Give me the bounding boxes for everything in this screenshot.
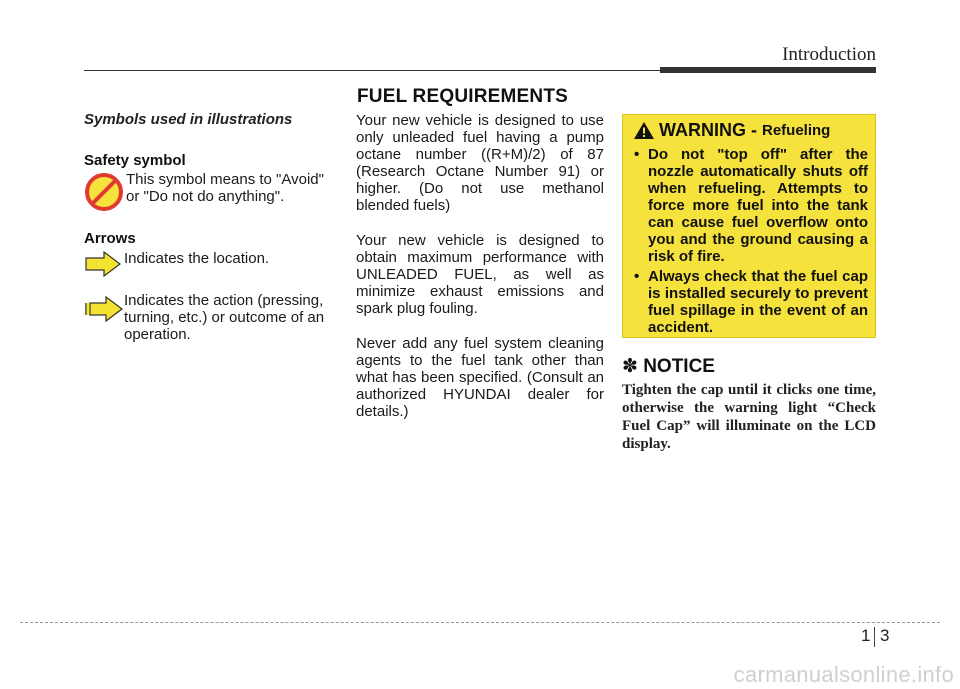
fuel-paragraph-3: Never add any fuel system cleaning agents to the fuel tank other than what has been specified. (Consult an authorized HYUNDAI dealer for details.) bbox=[356, 335, 604, 420]
arrows-label: Arrows bbox=[84, 230, 136, 247]
chapter-title: Introduction bbox=[782, 44, 876, 65]
warning-dash: - bbox=[751, 120, 757, 140]
arrow-right-icon bbox=[84, 251, 122, 277]
fuel-paragraph-1: Your new vehicle is designed to use only unleaded fuel having a pump octane number ((R+M)/2) of 87 (Research Octane Number 91) or higher. (Do not use methanol blended fuels) bbox=[356, 112, 604, 214]
page-number: 3 bbox=[880, 626, 890, 645]
arrow-action-desc-line3: operation. bbox=[124, 326, 191, 343]
warning-item bbox=[632, 146, 868, 265]
page-divider bbox=[874, 627, 875, 647]
symbols-heading: Symbols used in illustrations bbox=[84, 111, 293, 128]
safety-symbol-desc-line1: This symbol means to "Avoid" bbox=[126, 171, 324, 188]
double-arrow-right-icon bbox=[84, 294, 124, 324]
safety-symbol-desc-line2: or "Do not do anything". bbox=[126, 188, 285, 205]
chapter-number: 1 bbox=[861, 626, 871, 645]
notice-title: NOTICE bbox=[643, 356, 715, 377]
notice-heading bbox=[622, 355, 715, 378]
warning-item-text: Always check that the fuel cap is installed securely to prevent fuel spillage in the event of an accident. bbox=[648, 268, 868, 336]
section-title: FUEL REQUIREMENTS bbox=[357, 86, 569, 107]
prohibition-icon bbox=[84, 172, 124, 212]
warning-header bbox=[633, 120, 830, 141]
warning-list bbox=[632, 146, 868, 339]
watermark: carmanualsonline.info bbox=[733, 662, 954, 687]
notice-star-icon: ✽ bbox=[622, 356, 638, 377]
header-rule bbox=[84, 70, 660, 71]
arrow-location-desc: Indicates the location. bbox=[124, 250, 270, 267]
header-rule-accent bbox=[660, 67, 876, 73]
warning-item bbox=[632, 268, 868, 336]
safety-symbol-label: Safety symbol bbox=[84, 152, 186, 169]
arrow-action-desc-line2: turning, etc.) or outcome of an bbox=[124, 309, 325, 326]
warning-subtitle: Refueling bbox=[762, 122, 831, 139]
notice-body: Tighten the cap until it clicks one time, otherwise the warning light “Check Fuel Cap” will illuminate on the LCD display. bbox=[622, 382, 876, 452]
arrow-action-desc-line1: Indicates the action (pressing, bbox=[124, 292, 324, 309]
footer-rule bbox=[20, 622, 940, 623]
bullet-icon: • bbox=[634, 268, 640, 285]
warning-word: WARNING bbox=[659, 120, 746, 140]
fuel-paragraph-2: Your new vehicle is designed to obtain maximum performance with UNLEADED FUEL, as well as minimize exhaust emissions and spark plug fouling. bbox=[356, 232, 604, 317]
warning-triangle-icon bbox=[633, 121, 655, 140]
warning-item-text: Do not "top off" after the nozzle automatically shuts off when refueling. Attempts to force more fuel into the tank can cause fuel overflow onto you and the ground causing a risk of fire. bbox=[648, 146, 868, 265]
bullet-icon: • bbox=[634, 146, 640, 163]
